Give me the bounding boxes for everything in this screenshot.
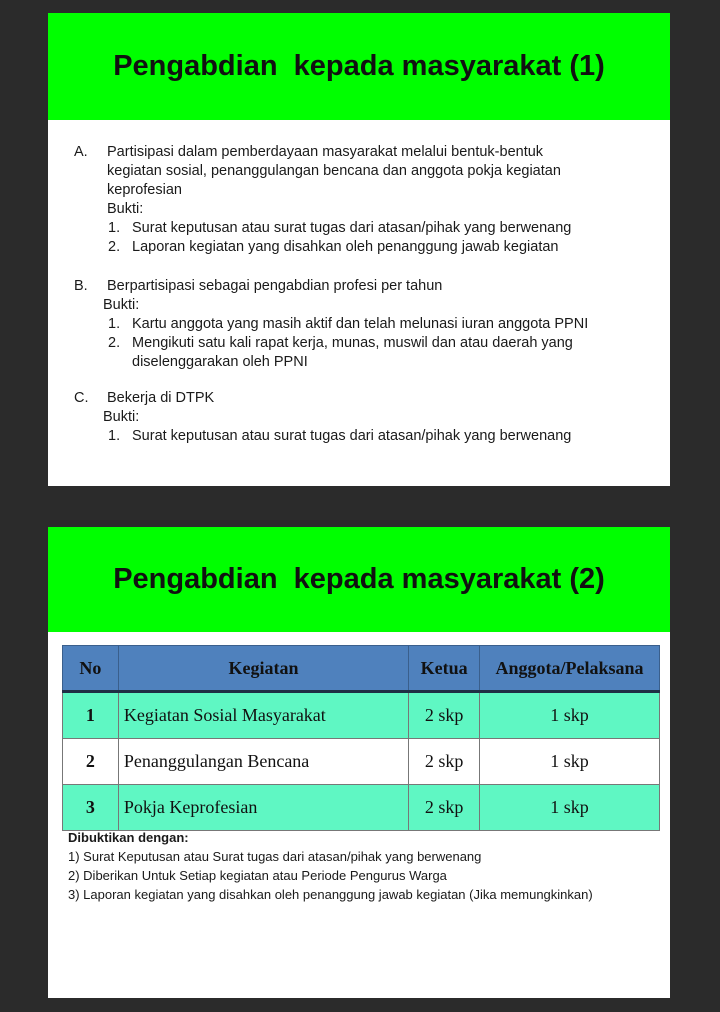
slide-1-header: [48, 13, 670, 120]
cell-kegiatan: Kegiatan Sosial Masyarakat: [118, 692, 408, 739]
bukti-label: Bukti:: [103, 297, 140, 313]
section-text: keprofesian: [107, 182, 182, 198]
item-text: Mengikuti satu kali rapat kerja, munas, muswil dan atau daerah yang: [132, 335, 573, 351]
cell-kegiatan: Pokja Keprofesian: [118, 785, 408, 831]
header-kegiatan: Kegiatan: [118, 646, 408, 692]
slide-2: [48, 527, 670, 998]
section-text: kegiatan sosial, penanggulangan bencana dan anggota pokja kegiatan: [107, 163, 561, 179]
bukti-label: Bukti:: [103, 409, 140, 425]
cell-anggota: 1 skp: [480, 692, 660, 739]
section-text: Bekerja di DTPK: [107, 390, 215, 406]
cell-anggota: 1 skp: [480, 785, 660, 831]
header-anggota: Anggota/Pelaksana: [480, 646, 660, 692]
slide-1: [48, 13, 670, 486]
cell-no: 1: [63, 692, 119, 739]
item-text: Laporan kegiatan yang disahkan oleh penanggung jawab kegiatan: [132, 239, 559, 255]
item-text: diselenggarakan oleh PPNI: [132, 354, 308, 370]
header-ketua: Ketua: [409, 646, 480, 692]
note-item: 3) Laporan kegiatan yang disahkan oleh penanggung jawab kegiatan (Jika memungkinkan): [68, 887, 593, 902]
cell-ketua: 2 skp: [409, 692, 480, 739]
item-number: 2.: [108, 335, 121, 351]
section-letter: B.: [74, 278, 88, 294]
cell-anggota: 1 skp: [480, 739, 660, 785]
table-row: [63, 692, 660, 739]
note-item: 2) Diberikan Untuk Setiap kegiatan atau Periode Pengurus Warga: [68, 868, 447, 883]
item-text: Surat keputusan atau surat tugas dari atasan/pihak yang berwenang: [132, 220, 572, 236]
section-letter: C.: [74, 390, 89, 406]
item-number: 2.: [108, 239, 121, 255]
slide-2-header: [48, 527, 670, 632]
section-letter: A.: [74, 144, 88, 160]
section-text: Berpartisipasi sebagai pengabdian profesi per tahun: [107, 278, 443, 294]
table-row: [63, 785, 660, 831]
bukti-label: Bukti:: [107, 201, 144, 217]
item-number: 1.: [108, 428, 121, 444]
item-number: 1.: [108, 220, 121, 236]
cell-no: 2: [63, 739, 119, 785]
item-text: Kartu anggota yang masih aktif dan telah melunasi iuran anggota PPNI: [132, 316, 589, 332]
slide-2-title: Pengabdian kepada masyarakat (2): [113, 563, 605, 595]
header-no: No: [63, 646, 119, 692]
skp-table: [62, 645, 660, 831]
cell-kegiatan: Penanggulangan Bencana: [118, 739, 408, 785]
item-text: Surat keputusan atau surat tugas dari atasan/pihak yang berwenang: [132, 428, 572, 444]
cell-ketua: 2 skp: [409, 785, 480, 831]
item-number: 1.: [108, 316, 121, 332]
section-text: Partisipasi dalam pemberdayaan masyarakat melalui bentuk-bentuk: [107, 144, 544, 160]
table-row: [63, 739, 660, 785]
cell-ketua: 2 skp: [409, 739, 480, 785]
table-header-row: [63, 646, 660, 692]
cell-no: 3: [63, 785, 119, 831]
notes-title: Dibuktikan dengan:: [68, 830, 189, 845]
slide-1-title: Pengabdian kepada masyarakat (1): [113, 50, 605, 82]
note-item: 1) Surat Keputusan atau Surat tugas dari atasan/pihak yang berwenang: [68, 849, 482, 864]
